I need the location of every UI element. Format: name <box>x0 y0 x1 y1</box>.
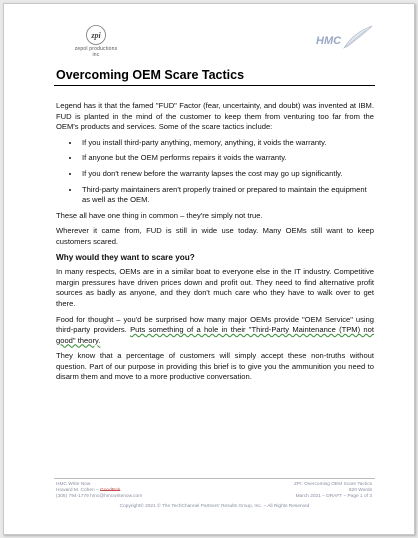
footer-word-count: 820 Words <box>348 488 372 494</box>
intro-paragraph: Legend has it that the famed "FUD" Factor (fear, uncertainty, and doubt) was invented at IBM. FUD is planted in the mind of the customer to keep them from venturing too far from the OEM's products and services. Some of the scare tactics include: <box>56 101 374 132</box>
zepol-logo <box>71 25 121 58</box>
document-page <box>3 3 415 535</box>
hmc-logo-label: HMC <box>316 35 342 47</box>
section-subheading: Why would they want to scare you? <box>56 252 195 262</box>
document-body <box>56 101 374 388</box>
hmc-logo <box>316 24 376 54</box>
list-item: • If you install third-party anything, memory, anything, it voids the warranty. <box>80 138 374 149</box>
wherever-paragraph: Wherever it came from, FUD is still in wide use today. Many OEMs still want to keep customers scared. <box>56 226 374 246</box>
scare-tactics-list <box>56 138 374 206</box>
footer-company: HMC Write Now <box>56 482 91 487</box>
zpi-logo-icon <box>86 25 106 45</box>
footer-left <box>56 482 216 501</box>
food-text: Food for thought – you'd be surprised how many major OEMs provide "OEM Service" using third-party providers. <box>56 314 374 335</box>
footer-page-info: March 2021 – DRAFT – Page 1 of 3 <box>295 494 372 500</box>
footer-right <box>232 482 372 501</box>
footer-contact: (305) 794-1779 hmc@hmcwritenow.com <box>56 494 143 500</box>
food-paragraph <box>56 315 374 347</box>
list-item: • Third-party maintainers aren't properly trained or prepared to maintain the equipment as well as the OEM. <box>80 185 374 206</box>
list-item: • If you don't renew before the warranty lapses the cost may go up significantly. <box>80 169 374 180</box>
common-paragraph: These all have one thing in common – they're simply not true. <box>56 210 263 220</box>
svg-text:zpi: zpi <box>91 31 101 40</box>
title-rule <box>54 85 375 86</box>
zepol-logo-label: zepol productions inc <box>74 46 118 58</box>
document-title: Overcoming OEM Scare Tactics <box>56 68 245 82</box>
footer-copyright: Copyright© 2021 © The TechChannel Partners' Results Group, Inc. – All Rights Reserved <box>119 504 310 509</box>
footer-doc-title: ZPI: Overcoming OEM Scare Tactics <box>293 482 372 487</box>
footer-author-name: Howard M. Cohen – <box>56 488 100 494</box>
list-item: • If anyone but the OEM performs repairs it voids the warranty. <box>80 153 374 164</box>
know-paragraph: They know that a percentage of customers will simply accept these non-truths without question. Part of our purpose in providing this brief is to give you the ammunition you need to disarm them and move to a more productive conversation. <box>56 351 374 382</box>
footer-rule <box>54 478 375 479</box>
footer-tracked-deletion: GoodBob <box>100 488 121 494</box>
quill-pen-icon <box>340 24 374 50</box>
respects-paragraph: In many respects, OEMs are in a similar boat to everyone else in the IT industry. Competitive margin pressures have driven prices down and profit out. They need to find alternative profit sources as badly as anyone, and they don't much care who they have to walk over to get there. <box>56 267 374 308</box>
grammar-flagged-text: Puts something of a hole in their "Third-Party Maintenance (TPM) not good" theory. <box>56 325 374 345</box>
